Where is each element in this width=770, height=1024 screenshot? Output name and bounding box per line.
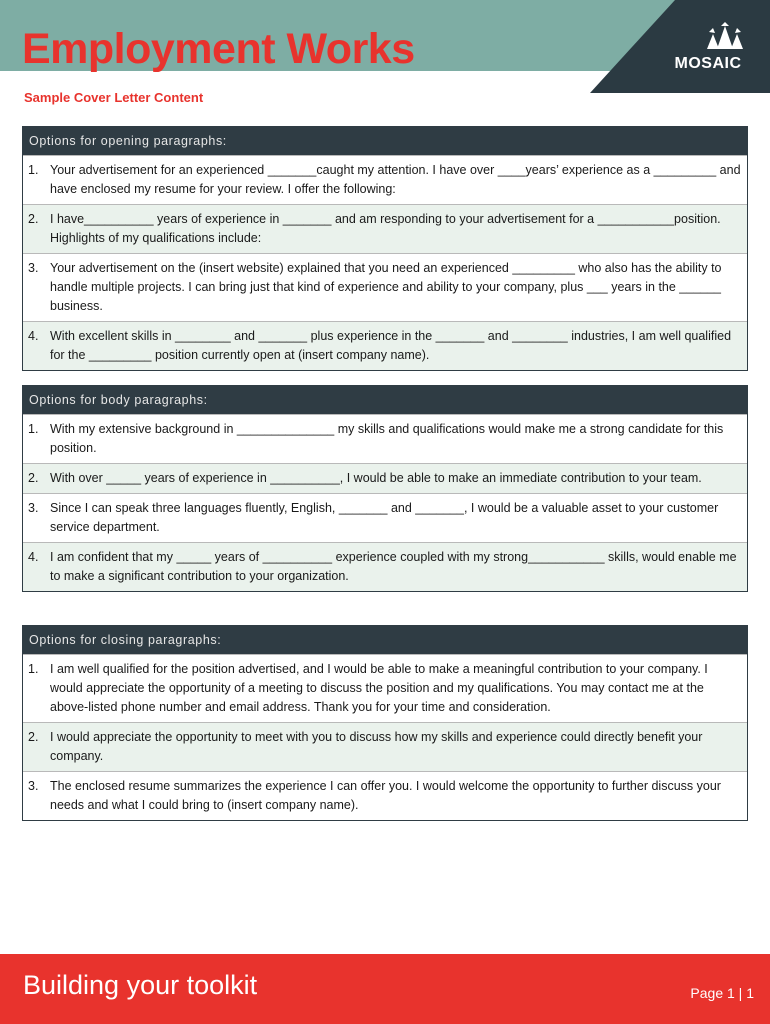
item-text: Your advertisement for an experienced _______caught my attention. I have over ____years’ experience as a _________ and have enclosed my resume for your review. I offer the following: — [50, 163, 741, 196]
item-number: 3. — [28, 779, 39, 793]
list-item — [23, 542, 747, 591]
document-title: Employment Works — [22, 25, 415, 73]
item-text: With my extensive background in ______________ my skills and qualifications would make me a strong candidate for this position. — [50, 422, 724, 455]
item-text: Since I can speak three languages fluently, English, _______ and _______, I would be a valuable asset to your customer service department. — [50, 501, 719, 534]
list-item — [23, 155, 747, 204]
item-number: 1. — [28, 422, 39, 436]
item-number: 2. — [28, 471, 39, 485]
list-item — [23, 253, 747, 321]
mosaic-logo-icon — [703, 22, 747, 50]
item-text: I am well qualified for the position advertised, and I would be able to make a meaningful contribution to your company. I would appreciate the opportunity of a meeting to discuss the position and my qualifications. You may contact me at the above-listed phone number and email address. Thank you for your time and consideration. — [50, 662, 708, 714]
section-header: Options for body paragraphs: — [23, 386, 747, 414]
list-item — [23, 204, 747, 253]
item-text: With over _____ years of experience in __________, I would be able to make an immediate contribution to your team. — [50, 471, 702, 485]
footer-title: Building your toolkit — [23, 970, 258, 1000]
list-item — [23, 771, 747, 820]
item-number: 2. — [28, 730, 39, 744]
item-text: Your advertisement on the (insert website) explained that you need an experienced _________ who also has the ability to handle multiple projects. I can bring just that kind of experience and ability to your company, plus ___ years in the ______ business. — [50, 261, 722, 313]
section-header: Options for opening paragraphs: — [23, 127, 747, 155]
page-subtitle: Sample Cover Letter Content — [24, 90, 204, 105]
item-number: 2. — [28, 212, 39, 226]
item-number: 1. — [28, 163, 39, 177]
item-number: 1. — [28, 662, 39, 676]
list-item — [23, 321, 747, 370]
item-text: With excellent skills in ________ and _______ plus experience in the _______ and ________ industries, I am well qualified for the _________ position currently open at (insert company name). — [50, 329, 732, 362]
list-item — [23, 463, 747, 493]
list-item — [23, 493, 747, 542]
page-number: Page 1 | 1 — [690, 985, 754, 1001]
body-paragraphs-section — [22, 385, 748, 592]
logo-text: MOSAIC — [674, 55, 742, 72]
closing-paragraphs-section — [22, 625, 748, 821]
list-item — [23, 414, 747, 463]
list-item — [23, 722, 747, 771]
item-number: 3. — [28, 261, 39, 275]
section-header: Options for closing paragraphs: — [23, 626, 747, 654]
opening-paragraphs-section — [22, 126, 748, 371]
item-number: 4. — [28, 550, 39, 564]
item-text: The enclosed resume summarizes the experience I can offer you. I would welcome the opportunity to further discuss your needs and what I could bring to (insert company name). — [50, 779, 721, 812]
item-text: I have__________ years of experience in _______ and am responding to your advertisement for a ___________position. Highlights of my qualifications include: — [50, 212, 721, 245]
item-text: I am confident that my _____ years of __________ experience coupled with my strong___________ skills, would enable me to make a significant contribution to your organization. — [50, 550, 737, 583]
list-item — [23, 654, 747, 722]
item-text: I would appreciate the opportunity to meet with you to discuss how my skills and experience could directly benefit your company. — [50, 730, 703, 763]
item-number: 4. — [28, 329, 39, 343]
item-number: 3. — [28, 501, 39, 515]
